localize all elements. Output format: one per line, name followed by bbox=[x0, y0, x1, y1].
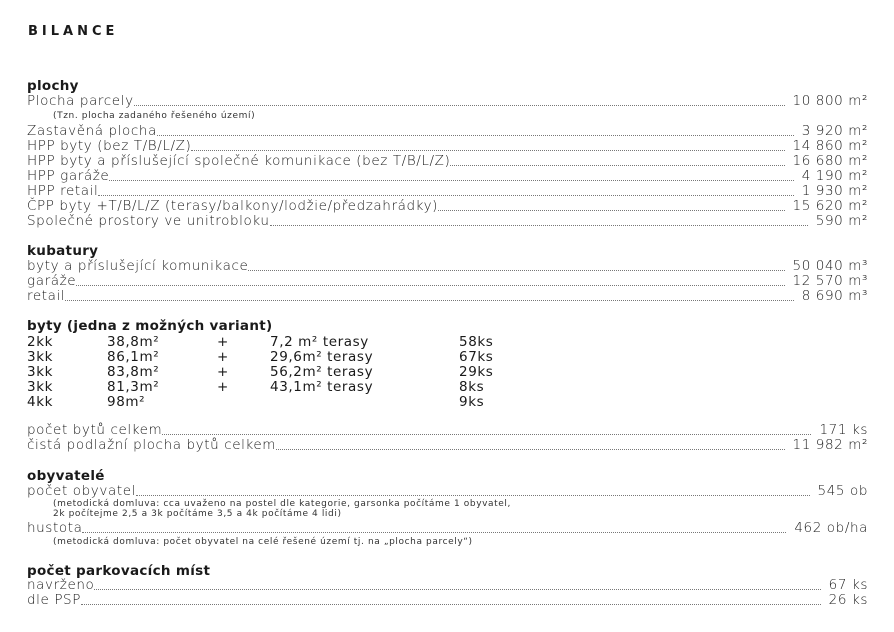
row-value: 12 570 m³ bbox=[792, 273, 868, 289]
unit-count: 9ks bbox=[459, 394, 485, 410]
table-row bbox=[27, 578, 868, 593]
section-heading-byty: byty (jedna z možných variant) bbox=[27, 318, 273, 334]
table-row bbox=[27, 169, 868, 184]
row-label: HPP retail bbox=[27, 183, 99, 199]
table-row bbox=[27, 124, 868, 139]
table-row bbox=[27, 438, 868, 453]
unit-count: 29ks bbox=[459, 364, 494, 380]
row-value: 590 m² bbox=[815, 213, 868, 229]
unit-terrace: 7,2 m² terasy bbox=[270, 334, 369, 350]
row-value: 14 860 m² bbox=[792, 138, 868, 154]
unit-area: 98m² bbox=[107, 394, 146, 410]
table-row bbox=[27, 94, 868, 109]
unit-row bbox=[27, 394, 527, 409]
row-label: navrženo bbox=[27, 577, 95, 593]
row-label: počet bytů celkem bbox=[27, 422, 163, 438]
row-value: 8 690 m³ bbox=[801, 288, 868, 304]
row-value: 15 620 m² bbox=[792, 198, 868, 214]
row-label: počet obyvatel bbox=[27, 483, 136, 499]
row-label: garáže bbox=[27, 273, 77, 289]
row-label: byty a příslušející komunikace bbox=[27, 258, 249, 274]
unit-type: 3kk bbox=[27, 349, 54, 365]
unit-type: 2kk bbox=[27, 334, 54, 350]
unit-terrace: 43,1m² terasy bbox=[270, 379, 374, 395]
note: (Tzn. plocha zadaného řešeného území) bbox=[53, 111, 256, 121]
row-label: ČPP byty +T/B/L/Z (terasy/balkony/lodžie/předzahrádky) bbox=[27, 198, 439, 214]
unit-type: 4kk bbox=[27, 394, 54, 410]
row-label: hustota bbox=[27, 520, 83, 536]
unit-row bbox=[27, 364, 527, 379]
section-heading-kubatury: kubatury bbox=[27, 243, 99, 259]
unit-type: 3kk bbox=[27, 364, 54, 380]
row-label: Zastavěná plocha bbox=[27, 123, 157, 139]
row-value: 171 ks bbox=[819, 422, 868, 438]
note: 2k počítejme 2,5 a 3k počítáme 3,5 a 4k počítáme 4 lidi) bbox=[53, 509, 342, 519]
row-label: Plocha parcely bbox=[27, 93, 134, 109]
row-label: čistá podlažní plocha bytů celkem bbox=[27, 437, 277, 453]
section-heading-plochy: plochy bbox=[27, 78, 79, 94]
unit-terrace: 56,2m² terasy bbox=[270, 364, 374, 380]
table-row bbox=[27, 521, 868, 536]
table-row bbox=[27, 274, 868, 289]
row-value: 3 920 m² bbox=[801, 123, 868, 139]
row-value: 4 190 m² bbox=[801, 168, 868, 184]
unit-count: 8ks bbox=[459, 379, 485, 395]
row-label: HPP byty a příslušející společné komunikace (bez T/B/L/Z) bbox=[27, 153, 451, 169]
table-row bbox=[27, 154, 868, 169]
unit-area: 38,8m² bbox=[107, 334, 160, 350]
row-value: 545 ob bbox=[817, 483, 868, 499]
plus-sign: + bbox=[217, 379, 229, 395]
row-value: 16 680 m² bbox=[792, 153, 868, 169]
note: (metodická domluva: cca uvaženo na postel dle kategorie, garsonka počítáme 1 obyvatel, bbox=[53, 499, 511, 509]
plus-sign: + bbox=[217, 349, 229, 365]
table-row bbox=[27, 593, 868, 608]
section-heading-parkovani: počet parkovacích míst bbox=[27, 563, 211, 579]
row-label: retail bbox=[27, 288, 66, 304]
table-row bbox=[27, 484, 868, 499]
row-value: 462 ob/ha bbox=[794, 520, 868, 536]
row-value: 67 ks bbox=[828, 577, 868, 593]
table-row bbox=[27, 184, 868, 199]
table-row bbox=[27, 423, 868, 438]
unit-area: 86,1m² bbox=[107, 349, 160, 365]
unit-row bbox=[27, 334, 527, 349]
unit-count: 58ks bbox=[459, 334, 494, 350]
row-label: HPP garáže bbox=[27, 168, 110, 184]
note: (metodická domluva: počet obyvatel na celé řešené území tj. na „plocha parcely“) bbox=[53, 537, 473, 547]
row-value: 1 930 m² bbox=[801, 183, 868, 199]
plus-sign: + bbox=[217, 334, 229, 350]
unit-count: 67ks bbox=[459, 349, 494, 365]
unit-type: 3kk bbox=[27, 379, 54, 395]
row-value: 50 040 m³ bbox=[792, 258, 868, 274]
row-label: Společné prostory ve unitrobloku bbox=[27, 213, 270, 229]
page-title: BILANCE bbox=[28, 24, 119, 39]
unit-terrace: 29,6m² terasy bbox=[270, 349, 374, 365]
unit-row bbox=[27, 379, 527, 394]
table-row bbox=[27, 199, 868, 214]
row-label: dle PSP bbox=[27, 592, 81, 608]
unit-area: 81,3m² bbox=[107, 379, 160, 395]
table-row bbox=[27, 139, 868, 154]
row-value: 26 ks bbox=[828, 592, 868, 608]
section-heading-obyvatele: obyvatelé bbox=[27, 468, 105, 484]
plus-sign: + bbox=[217, 364, 229, 380]
unit-row bbox=[27, 349, 527, 364]
row-value: 11 982 m² bbox=[792, 437, 868, 453]
table-row bbox=[27, 259, 868, 274]
unit-area: 83,8m² bbox=[107, 364, 160, 380]
row-value: 10 800 m² bbox=[792, 93, 868, 109]
table-row bbox=[27, 214, 868, 229]
table-row bbox=[27, 289, 868, 304]
row-label: HPP byty (bez T/B/L/Z) bbox=[27, 138, 192, 154]
